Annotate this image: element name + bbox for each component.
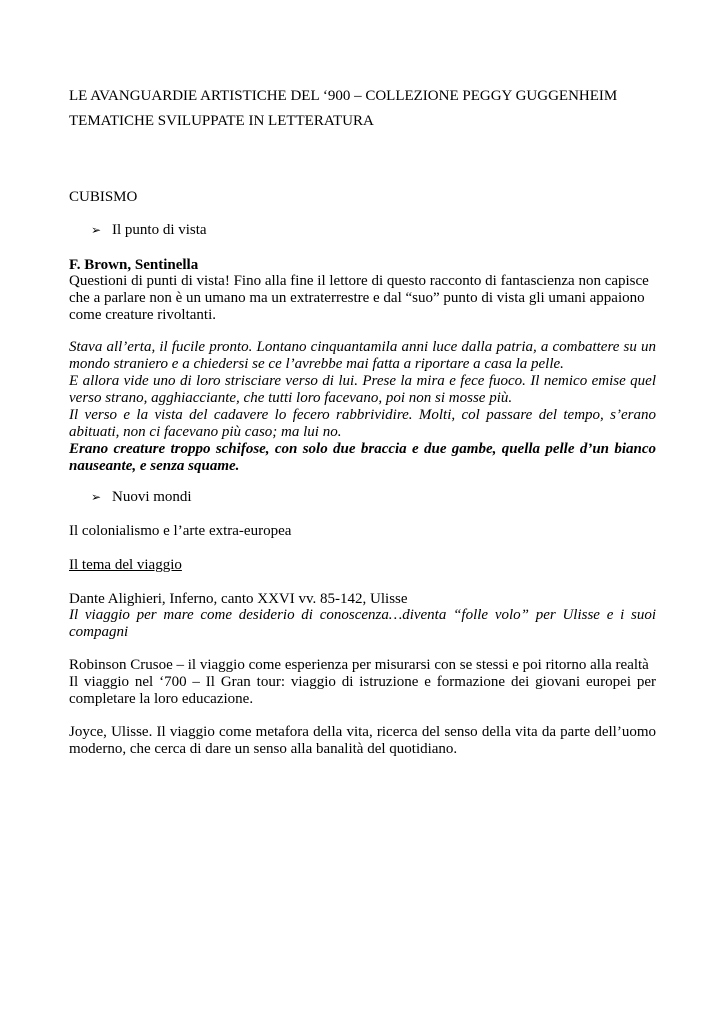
section-heading-cubismo: CUBISMO [69,189,138,205]
bullet-item-punto-di-vista [91,222,207,239]
quote-bold-line: Erano creature troppo schifose, con solo due braccia e due gambe, quella pelle d’un bianco [69,441,656,457]
header-title-line1: LE AVANGUARDIE ARTISTICHE DEL ‘900 – COLLEZIONE PEGGY GUGGENHEIM [69,88,618,104]
bullet-item-nuovi-mondi [91,489,192,506]
bullet-label: Nuovi mondi [112,489,192,505]
quote-line: verso strano, agghiacciante, che tutti loro facevano, poi non si mosse più. [69,390,513,406]
brown-intro [69,273,656,324]
arrow-bullet-icon: ➢ [91,490,102,504]
quote-line: Il verso e la vista del cadavere lo fecero rabbrividire. Molti, col passare del tempo, s’erano [69,407,656,423]
brown-intro-line: Questioni di punti di vista! Fino alla fine il lettore di questo racconto di fantascienza non capisce [69,273,649,289]
arrow-bullet-icon: ➢ [91,223,102,237]
bullet-label: Il punto di vista [112,222,207,238]
quote-line: mondo straniero e a chiedersi se ce l’avrebbe mai fatta a riportare a casa la pelle. [69,356,564,372]
joyce-line: Joyce, Ulisse. Il viaggio come metafora della vita, ricerca del senso della vita da parte dell’uomo [69,724,656,740]
joyce-paragraph [69,724,656,758]
dante-description [69,607,656,641]
robinson-paragraph [69,657,656,708]
quote-line: Stava all’erta, il fucile pronto. Lontano cinquantamila anni luce dalla patria, a combattere su un [69,339,656,355]
quote-line: abituati, non ci facevano più caso; ma lui no. [69,424,342,440]
robinson-line: completare la loro educazione. [69,691,254,707]
dante-reference: Dante Alighieri, Inferno, canto XXVI vv. 85-142, Ulisse [69,591,408,607]
brown-intro-line: come creature rivoltanti. [69,307,217,323]
dante-desc-line: compagni [69,624,129,640]
brown-intro-line: che a parlare non è un umano ma un extraterrestre e dal “suo” punto di vista gli umani appaiono [69,290,645,306]
dante-desc-line: Il viaggio per mare come desiderio di conoscenza…diventa “folle volo” per Ulisse e i suoi [69,607,656,623]
quote-bold-line: nauseante, e senza squame. [69,458,240,474]
header-title-line2: TEMATICHE SVILUPPATE IN LETTERATURA [69,113,374,129]
quote-line: E allora vide uno di loro strisciare verso di lui. Prese la mira e fece fuoco. Il nemico emise quel [69,373,656,389]
joyce-line: moderno, che cerca di dare un senso alla banalità del quotidiano. [69,741,458,757]
robinson-line: Il viaggio nel ‘700 – Il Gran tour: viaggio di istruzione e formazione dei giovani europei per [69,674,656,690]
tema-viaggio-heading: Il tema del viaggio [69,557,182,573]
robinson-line: Robinson Crusoe – il viaggio come esperienza per misurarsi con se stessi e poi ritorno alla realtà [69,657,649,673]
colonialismo-line: Il colonialismo e l’arte extra-europea [69,523,292,539]
brown-title: F. Brown, Sentinella [69,257,199,273]
brown-quote [69,339,656,475]
